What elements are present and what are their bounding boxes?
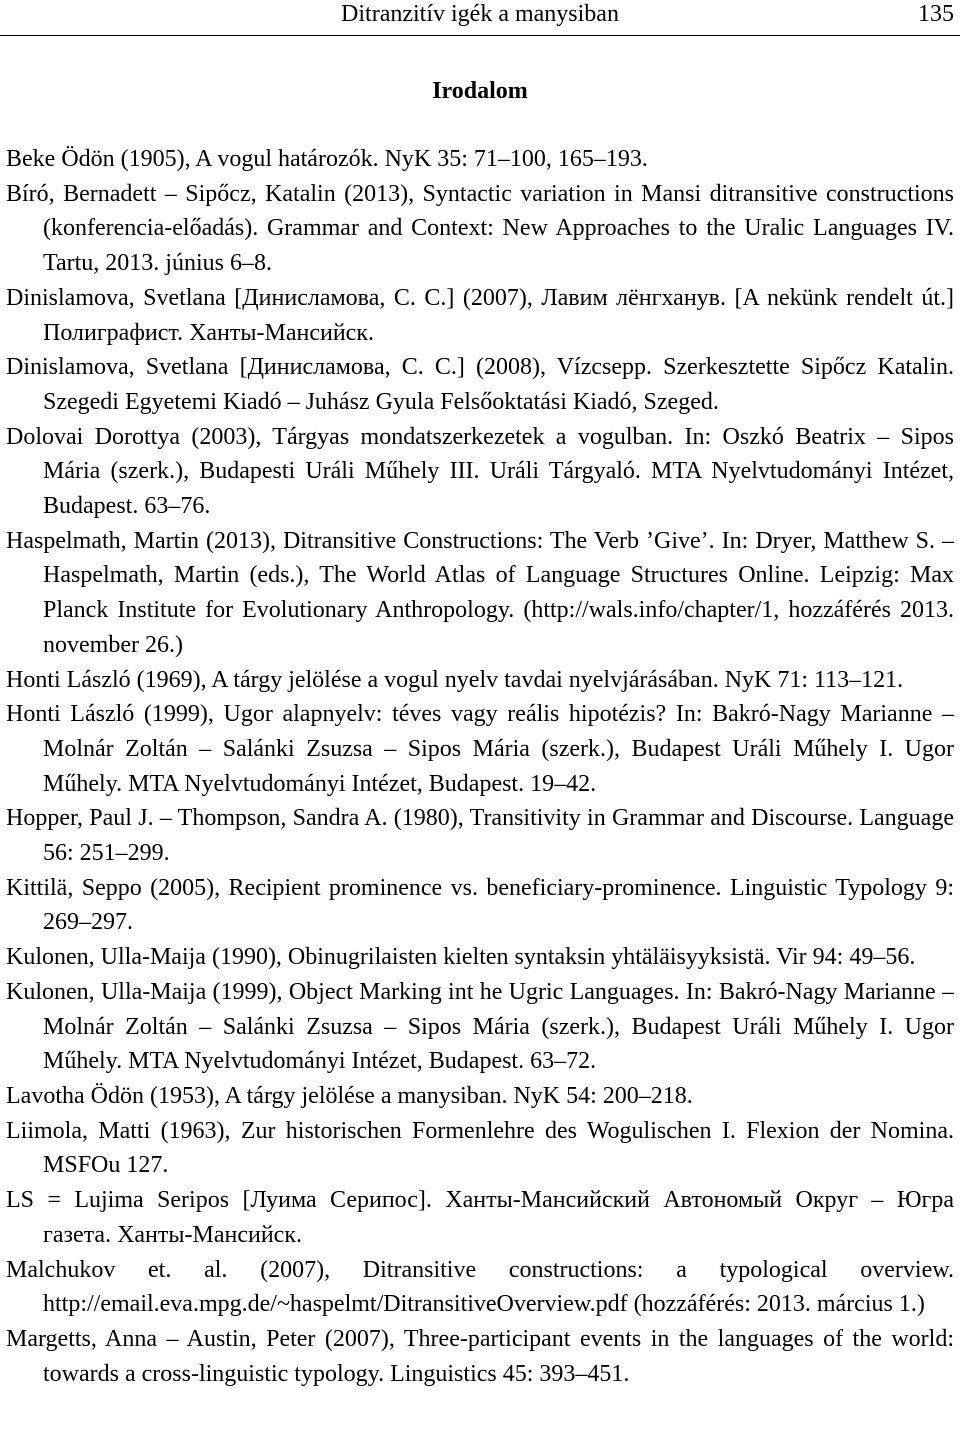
reference-item: Malchukov et. al. (2007), Ditransitive constructions: a typological overview. http://email.eva.mpg.de/~haspelmt/DitransitiveOverview.pdf (hozzáférés: 2013. március 1.) [6,1256,954,1318]
reference-item: LS = Lujima Seripos [Луима Серипос]. Ханты-Мансийский Автономый Округ – Югра газета. Ханты-Мансийск. [6,1187,954,1248]
reference-item: Kulonen, Ulla-Maija (1990), Obinugrilaisten kielten syntaksin yhtäläisyyksistä. Vir 94: 49–56. [6,944,916,971]
section-title: Irodalom [432,78,528,104]
reference-item: Liimola, Matti (1963), Zur historischen Formenlehre des Wogulischen I. Flexion der Nomina. MSFOu 127. [6,1117,954,1179]
reference-item: Kittilä, Seppo (2005), Recipient prominence vs. beneficiary-prominence. Linguistic Typology 9: 269–297. [6,874,954,936]
page-number: 135 [918,1,954,27]
reference-item: Honti László (1969), A tárgy jelölése a vogul nyelv tavdai nyelvjárásában. NyK 71: 113–121. [6,666,904,693]
reference-item: Kulonen, Ulla-Maija (1999), Object Marking int he Ugric Languages. In: Bakró-Nagy Marianne – Molnár Zoltán – Salánki Zsuzsa – Sipos Mária (szerk.), Budapest Uráli Műhely I. Ugor Műhely. MTA Nyelvtudományi Intézet, Budapest. 63–72. [6,978,954,1075]
reference-item: Bíró, Bernadett – Sipőcz, Katalin (2013), Syntactic variation in Mansi ditransitive constructions (konferencia-előadás). Grammar and Context: New Approaches to the Uralic Languages IV. Tartu, 2013. június 6–8. [6,180,954,277]
running-title: Ditranzitív igék a manysiban [341,1,619,27]
reference-list [6,142,954,1391]
reference-item: Dinislamova, Svetlana [Динисламова, С. С.] (2007), Лавим лёнгханув. [A nekünk rendelt út.] Полиграфист. Ханты-Мансийск. [6,284,954,346]
reference-item: Margetts, Anna – Austin, Peter (2007), Three-participant events in the languages of the world: towards a cross-linguistic typology. Linguistics 45: 393–451. [6,1325,954,1387]
reference-item: Beke Ödön (1905), A vogul határozók. NyK 35: 71–100, 165–193. [6,146,648,172]
reference-item: Lavotha Ödön (1953), A tárgy jelölése a manysiban. NyK 54: 200–218. [6,1082,693,1109]
reference-item: Haspelmath, Martin (2013), Ditransitive Constructions: The Verb ’Give’. In: Dryer, Matthew S. – Haspelmath, Martin (eds.), The World Atlas of Language Structures Online. Leipzig: Max Planck Institute for Evolutionary Anthropology. (http://wals.info/chapter/1, hozzáférés 2013. november 26.) [6,527,954,658]
reference-item: Dolovai Dorottya (2003), Tárgyas mondatszerkezetek a vogulban. In: Oszkó Beatrix – Sipos Mária (szerk.), Budapesti Uráli Műhely III. Uráli Tárgyaló. MTA Nyelvtudományi Intézet, Budapest. 63–76. [6,423,954,520]
running-header [0,0,960,36]
reference-item: Honti László (1999), Ugor alapnyelv: téves vagy reális hipotézis? In: Bakró-Nagy Marianne – Molnár Zoltán – Salánki Zsuzsa – Sipos Mária (szerk.), Budapest Uráli Műhely I. Ugor Műhely. MTA Nyelvtudományi Intézet, Budapest. 19–42. [6,701,954,797]
reference-item: Dinislamova, Svetlana [Динисламова, С. С.] (2008), Vízcsepp. Szerkesztette Sipőcz Katalin. Szegedi Egyetemi Kiadó – Juhász Gyula Felsőoktatási Kiadó, Szeged. [6,354,954,415]
reference-item: Hopper, Paul J. – Thompson, Sandra A. (1980), Transitivity in Grammar and Discourse. Language 56: 251–299. [6,805,954,867]
